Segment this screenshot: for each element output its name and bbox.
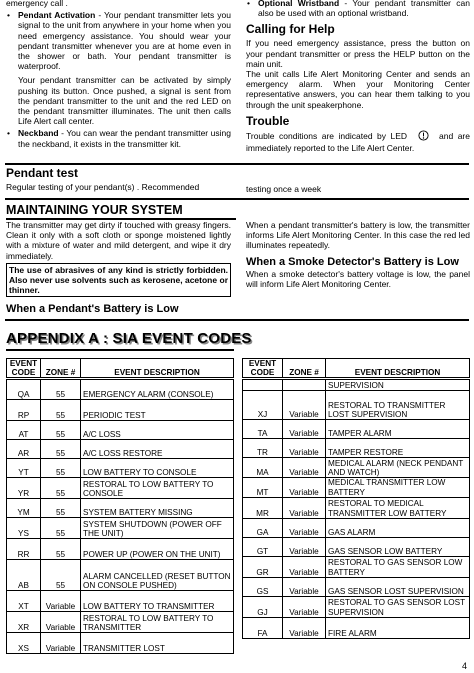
table-header-row [243,359,470,379]
event-code-cell: XJ [243,391,283,420]
maintaining-text: The transmitter may get dirty if touched with greasy fingers. Clean it only with a soft cloth or sponge moistened lightly with a mixture of water and mild detergent, and wipe it dry immediately. [6,220,231,261]
calling-heading: Calling for Help [246,22,335,37]
zone-cell: Variable [41,612,81,633]
pendant-activation-text: - Your pendant transmitter lets you signal to the unit from anywhere in your home when you need emergency assistance. You should wear your pendant transmitter whenever you are at home even in the shower or bath. Your pendant transmitter is waterproof. [18,10,231,72]
table-row [7,612,234,633]
page-number: 4 [462,661,468,671]
zone-cell: Variable [283,458,326,478]
event-description-cell: TAMPER ALARM [326,420,470,439]
pendant-activation-item [6,10,231,126]
table-header-row [7,359,234,379]
event-code-cell: GA [243,518,283,537]
table-row [243,596,470,617]
table-row [7,633,234,654]
table-row [7,400,234,421]
table-row [243,518,470,537]
zone-cell: 55 [41,539,81,560]
neckband-label: Neckband [18,128,59,139]
event-codes-table-right [242,358,470,639]
table-row [243,556,470,577]
top-right-column [246,0,470,153]
calling-text-1: If you need emergency assistance, press the button on your pendant transmitter or press the HELP button on the main unit. [246,38,470,69]
neckband-text: - You can wear the pendant transmitter using the neckband, it exists in the transmitter kit. [18,128,231,149]
event-description-cell: RESTORAL TO LOW BATTERY TO TRANSMITTER [81,612,234,633]
header-event-code: EVENT CODE [7,359,41,379]
bullet-icon: • [247,0,250,8]
trouble-heading: Trouble [246,113,290,128]
event-description-cell: POWER UP (POWER ON THE UNIT) [81,539,234,560]
event-code-cell: FA [243,617,283,638]
event-description-cell: SYSTEM SHUTDOWN (POWER OFF THE UNIT) [81,518,234,539]
wristband-item [246,0,470,18]
event-code-cell: RP [7,400,41,421]
event-code-cell: XS [7,633,41,654]
appendix-heading: APPENDIX A : SIA EVENT CODES [6,330,252,347]
pendant-test-text-right: testing once a week [246,184,322,194]
event-code-cell: XT [7,591,41,612]
event-code-cell: YT [7,459,41,478]
pendant-battery-heading: When a Pendant's Battery is Low [6,303,179,316]
table-row [7,539,234,560]
event-description-cell: ALARM CANCELLED (RESET BUTTON ON CONSOLE PUSHED) [81,560,234,591]
zone-cell: 55 [41,400,81,421]
divider [5,198,469,200]
table-row [7,499,234,518]
bullet-icon: • [7,10,10,21]
zone-cell: 55 [41,379,81,400]
event-description-cell: GAS SENSOR LOW BATTERY [326,537,470,556]
zone-cell: 55 [41,478,81,499]
warning-box: The use of abrasives of any kind is strictly forbidden. Also never use solvents such as kerosene, acetone or thinner. [6,263,231,298]
table-row [7,560,234,591]
divider [5,319,469,321]
smoke-battery-heading: When a Smoke Detector's Battery is Low [246,255,459,268]
event-code-cell: AR [7,440,41,459]
event-description-cell: LOW BATTERY TO CONSOLE [81,459,234,478]
table-row [243,577,470,596]
header-zone: ZONE # [41,359,81,379]
table-row [7,421,234,440]
zone-cell: 55 [41,459,81,478]
zone-cell: Variable [283,439,326,458]
header-zone: ZONE # [283,359,326,379]
top-left-column [6,0,231,149]
zone-cell: Variable [41,633,81,654]
zone-cell: Variable [283,391,326,420]
event-code-cell: GT [243,537,283,556]
event-description-cell: GAS ALARM [326,518,470,537]
zone-cell: 55 [41,440,81,459]
maintaining-left [6,220,231,316]
zone-cell [283,379,326,391]
event-description-cell: EMERGENCY ALARM (CONSOLE) [81,379,234,400]
event-code-cell: RR [7,539,41,560]
event-code-cell: QA [7,379,41,400]
event-description-cell: FIRE ALARM [326,617,470,638]
table-row [243,617,470,638]
event-description-cell: SYSTEM BATTERY MISSING [81,499,234,518]
table-row [7,478,234,499]
smoke-battery-text: When a smoke detector's battery voltage is low, the panel will inform Life Alert Monitoring Center. [246,268,470,289]
event-description-cell: RESTORAL TO GAS SENSOR LOST SUPERVISION [326,596,470,617]
zone-cell: Variable [283,478,326,497]
event-description-cell: TAMPER RESTORE [326,439,470,458]
event-code-cell: YS [7,518,41,539]
trouble-text-a: Trouble conditions are indicated by LED [246,130,408,141]
header-event-code: EVENT CODE [243,359,283,379]
intro-text: emergency call . [6,0,68,8]
neckband-item [6,128,231,148]
divider [5,163,469,165]
table-row [243,439,470,458]
table-row [243,379,470,391]
event-description-cell: A/C LOSS RESTORE [81,440,234,459]
event-description-cell: MEDICAL TRANSMITTER LOW BATTERY [326,478,470,497]
event-code-cell: GR [243,556,283,577]
event-code-cell: MT [243,478,283,497]
event-code-cell: AB [7,560,41,591]
zone-cell: Variable [283,617,326,638]
table-row [243,478,470,497]
appendix-heading-rule [6,349,234,351]
zone-cell: 55 [41,560,81,591]
event-description-cell: RESTORAL TO GAS SENSOR LOW BATTERY [326,556,470,577]
event-code-cell: XR [7,612,41,633]
event-code-cell: MR [243,497,283,518]
event-code-cell [243,379,283,391]
bullet-icon: • [7,128,10,139]
event-code-cell: GJ [243,596,283,617]
event-code-cell: TR [243,439,283,458]
event-description-cell: A/C LOSS [81,421,234,440]
table-row [7,591,234,612]
table-row [7,440,234,459]
event-code-cell: YR [7,478,41,499]
table-row [243,391,470,420]
header-event-description: EVENT DESCRIPTION [81,359,234,379]
event-codes-table-left [6,358,234,654]
zone-cell: 55 [41,421,81,440]
pendant-activation-label: Pendant Activation [18,10,96,21]
table-row [243,537,470,556]
event-description-cell: RESTORAL TO MEDICAL TRANSMITTER LOW BATTERY [326,497,470,518]
wristband-text: - Your pendant transmitter can also be used with an optional wristband. [258,0,470,19]
event-code-cell: TA [243,420,283,439]
pendant-battery-text: When a pendant transmitter's battery is low, the transmitter informs Life Alert Monitoring Center. In this case the red led illuminates repeatedly. [246,220,470,251]
event-description-cell: TRANSMITTER LOST [81,633,234,654]
event-description-cell: GAS SENSOR LOST SUPERVISION [326,577,470,596]
table-row [7,518,234,539]
zone-cell: Variable [283,596,326,617]
table-row [7,379,234,400]
zone-cell: 55 [41,499,81,518]
table-row [243,420,470,439]
zone-cell: Variable [283,577,326,596]
zone-cell: Variable [41,591,81,612]
zone-cell: Variable [283,420,326,439]
maintaining-heading: MAINTAINING YOUR SYSTEM [6,203,183,217]
pendant-test-heading: Pendant test [6,166,79,180]
event-code-cell: YM [7,499,41,518]
calling-text-2: The unit calls Life Alert Monitoring Center and sends an emergency alarm. When your Monitoring Center representative answers, you can hear them talking to you through the unit speakerphone. [246,69,470,110]
event-code-cell: AT [7,421,41,440]
zone-cell: Variable [283,556,326,577]
event-code-cell: MA [243,458,283,478]
zone-cell: 55 [41,518,81,539]
table-row [243,497,470,518]
event-description-cell: LOW BATTERY TO TRANSMITTER [81,591,234,612]
led-icon [418,130,429,143]
event-description-cell: PERIODIC TEST [81,400,234,421]
trouble-text-b: and are immediately reported to the Life Alert Center. [246,130,470,154]
event-description-cell: RESTORAL TO LOW BATTERY TO CONSOLE [81,478,234,499]
zone-cell: Variable [283,497,326,518]
zone-cell: Variable [283,537,326,556]
event-description-cell: MEDICAL ALARM (NECK PENDANT AND WATCH) [326,458,470,478]
event-description-cell: RESTORAL TO TRANSMITTER LOST SUPERVISION [326,391,470,420]
pendant-activation-text-2: Your pendant transmitter can be activated by simply pushing its button. Once pushed, a signal is sent from the pendant transmitter to the unit and the red LED on the pendant transmitter illuminates. The unit then calls Life Alert call center. [18,75,231,127]
event-description-cell: SUPERVISION [326,379,470,391]
pendant-test-text-left: Regular testing of your pendant(s) . Recommended [6,182,200,192]
maintaining-right [246,220,470,289]
table-row [7,459,234,478]
table-row [243,458,470,478]
event-code-cell: GS [243,577,283,596]
zone-cell: Variable [283,518,326,537]
header-event-description: EVENT DESCRIPTION [326,359,470,379]
wristband-label: Optional Wristband [258,0,340,8]
